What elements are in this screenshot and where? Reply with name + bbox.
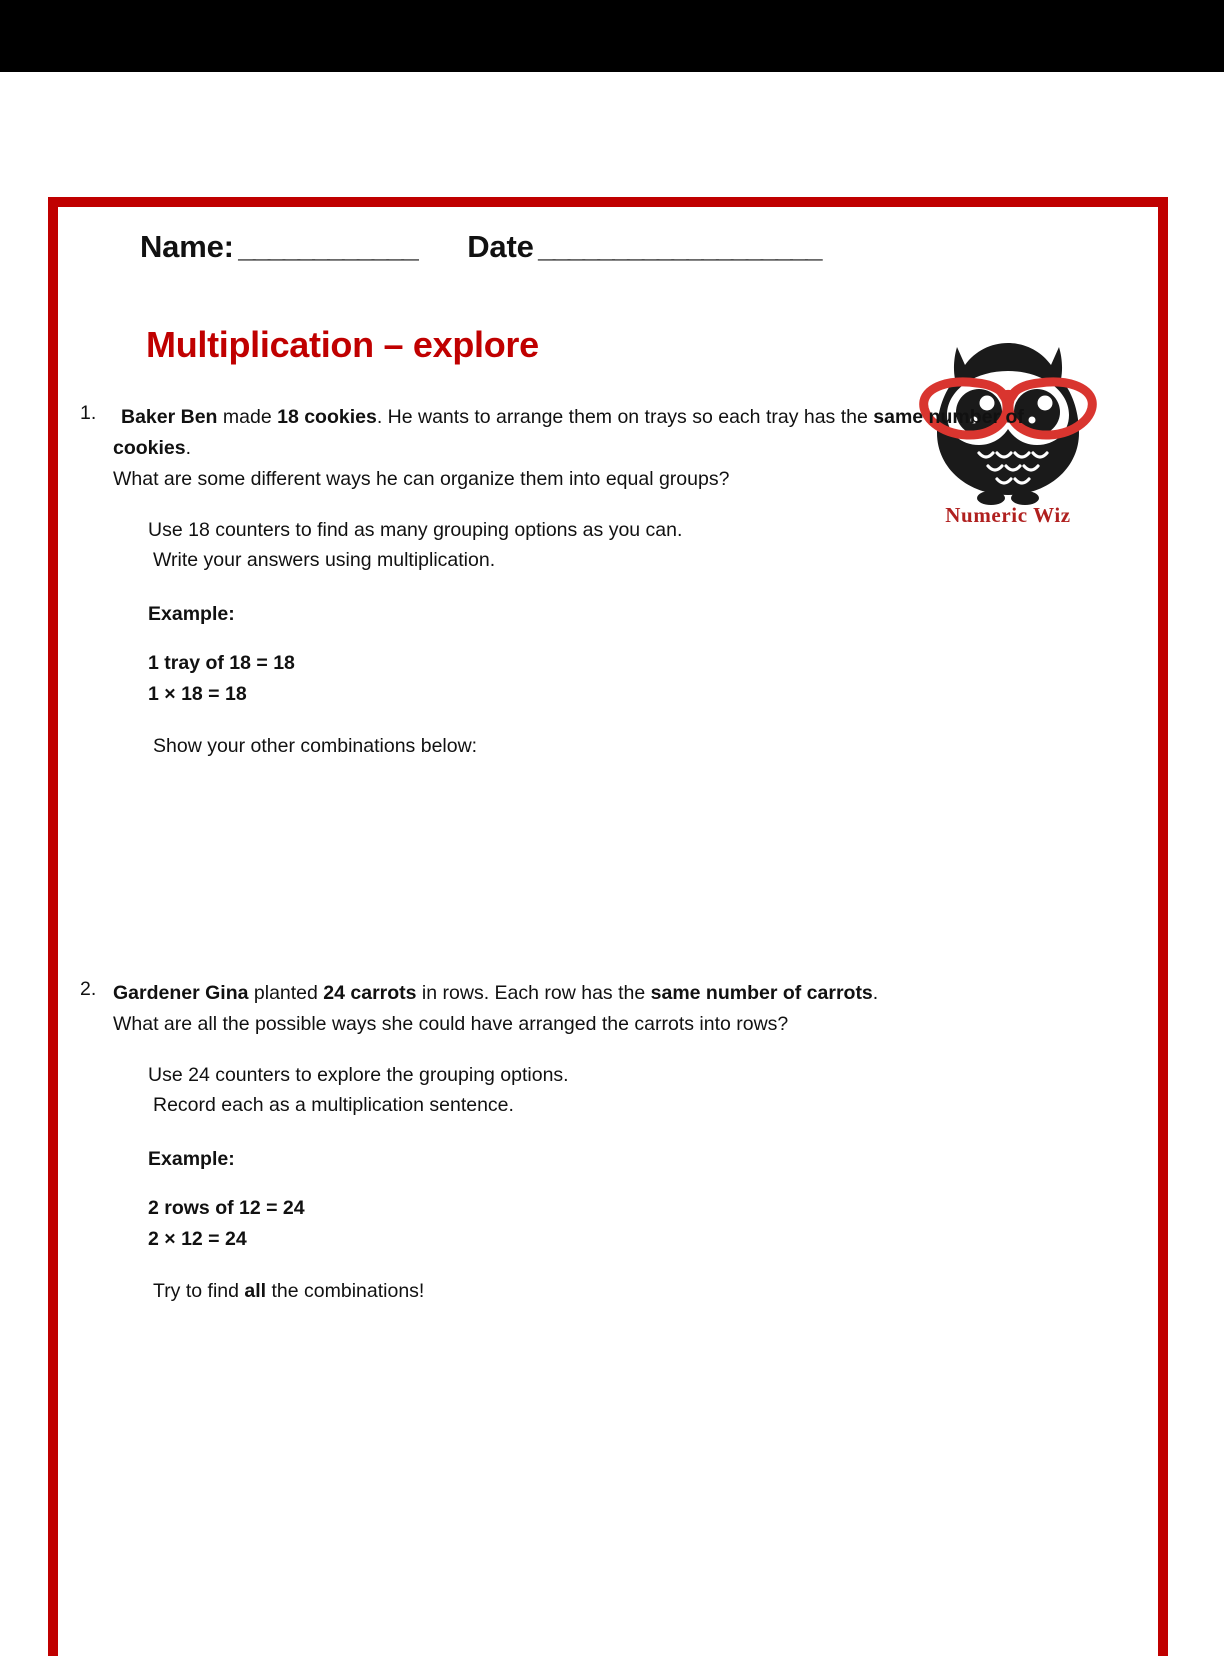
question-2-instructions (148, 1060, 1053, 1120)
q1-bold-3: same number of cookies (113, 406, 1024, 459)
q1-text-2: . He wants to arrange them on trays so each tray has the (376, 406, 874, 428)
q2-bold-1: Gardener Gina (113, 982, 249, 1004)
name-date-row (140, 229, 1100, 265)
question-1-instructions (148, 515, 1053, 575)
question-2-prompt-line2: What are all the possible ways she could have arranged the carrots into rows? (113, 1013, 789, 1035)
page-title: Multiplication – explore (146, 324, 539, 365)
question-2-example-lines (148, 1193, 1053, 1255)
q2-closing-text-2: the combinations! (266, 1280, 425, 1302)
q2-bold-3: same number of carrots (650, 982, 873, 1004)
brand-name: Numeric Wiz (945, 503, 1071, 527)
q2-text-1: planted (248, 982, 324, 1004)
page-canvas (0, 72, 1224, 1584)
q2-bold-2: 24 carrots (323, 982, 417, 1004)
q1-closing-text: Show your other combinations below: (153, 735, 478, 757)
question-1-example-label: Example: (148, 603, 235, 625)
question-2-answer-workspace[interactable] (148, 1252, 1078, 1552)
question-1-instruction-2: Write your answers using multiplication. (153, 549, 496, 571)
question-2-instruction-2: Record each as a multiplication sentence. (153, 1094, 514, 1116)
question-1-example-lines (148, 648, 1053, 710)
question-2-prompt (113, 978, 1053, 1009)
question-1-prompt-line2: What are some different ways he can organize them into equal groups? (113, 468, 730, 490)
q2-closing-bold: all (244, 1280, 267, 1302)
question-2-example-line-2: 2 × 12 = 24 (148, 1228, 247, 1250)
name-label: Name: (140, 229, 234, 264)
question-2-number: 2. (80, 978, 97, 1000)
q2-text-3: . (872, 982, 879, 1004)
question-1-example-line-2: 1 × 18 = 18 (148, 683, 247, 705)
question-1-example-line-1: 1 tray of 18 = 18 (148, 652, 295, 674)
question-1-number: 1. (80, 402, 97, 424)
question-2-example-line-1: 2 rows of 12 = 24 (148, 1197, 305, 1219)
top-black-band (0, 0, 1224, 72)
worksheet-page (48, 197, 1168, 1656)
q1-bold-2: 18 cookies (277, 406, 377, 428)
q2-closing-text-1: Try to find (153, 1280, 245, 1302)
q2-text-2: in rows. Each row has the (416, 982, 651, 1004)
q1-bold-1: Baker Ben (121, 406, 218, 428)
question-1-prompt (113, 402, 1053, 464)
question-1-instruction-1: Use 18 counters to find as many grouping options as you can. (148, 519, 683, 541)
q1-text-3: . (185, 437, 192, 459)
question-1 (58, 402, 1118, 758)
question-2-instruction-1: Use 24 counters to explore the grouping options. (148, 1064, 569, 1086)
q1-text-1: made (217, 406, 278, 428)
date-write-line[interactable]: ___________________ (538, 229, 821, 264)
question-2-example-label: Example: (148, 1148, 235, 1170)
question-1-answer-workspace[interactable] (148, 707, 1078, 907)
date-label: Date (467, 229, 534, 264)
name-write-line[interactable]: ____________ (238, 229, 417, 264)
